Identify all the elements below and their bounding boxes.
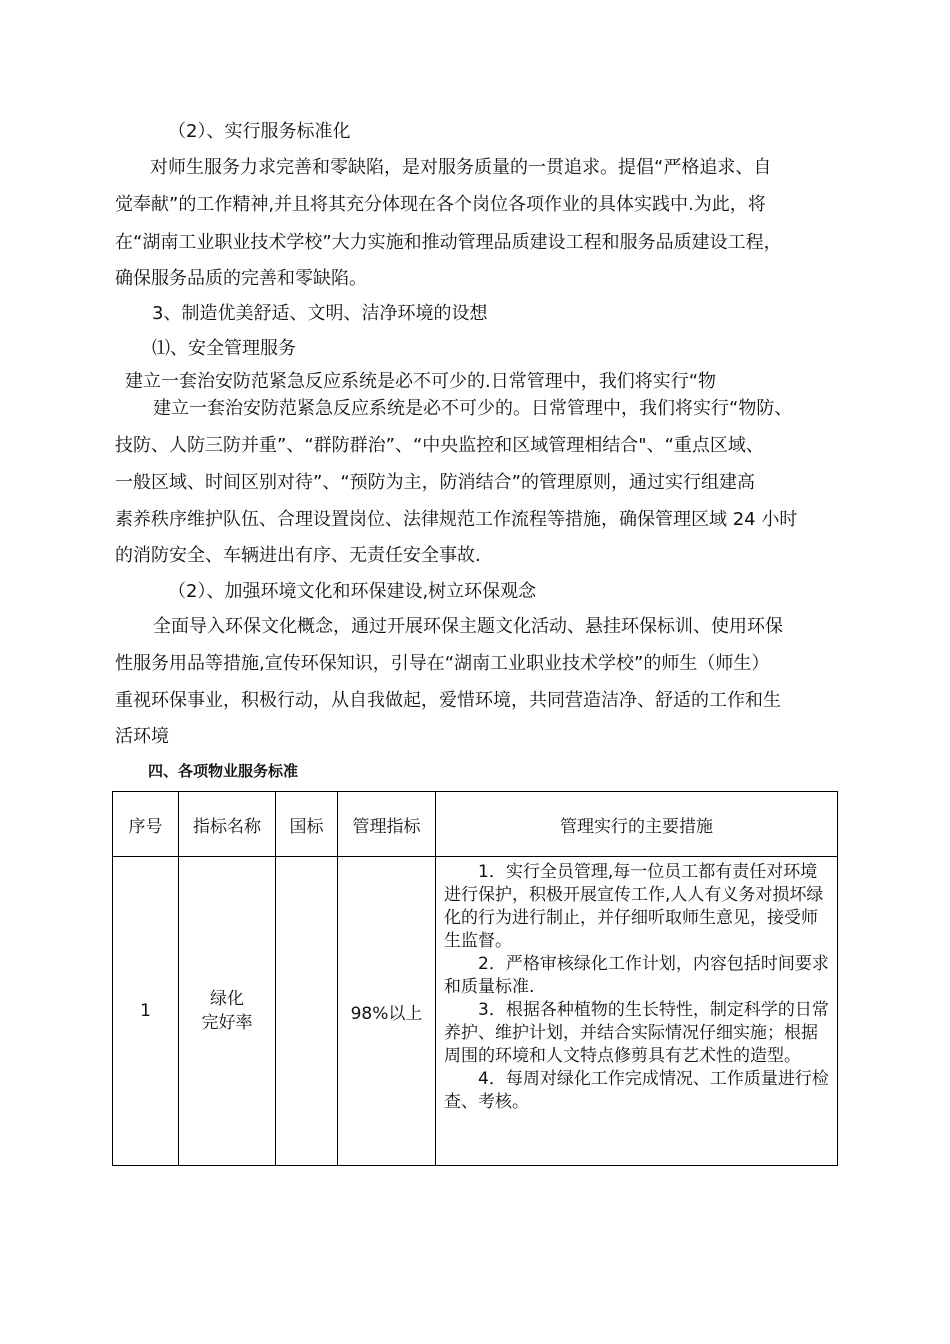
subsection-title-environmental-culture: （2）、加强环境文化和环保建设,树立环保观念 — [168, 581, 537, 602]
header-main-measures: 管理实行的主要措施 — [436, 792, 838, 857]
paragraph-line: 活环境 — [115, 726, 169, 747]
service-standards-table — [112, 791, 838, 1166]
paragraph-line: 性服务用品等措施,宣传环保知识，引导在“湖南工业职业技术学校”的师生（师生） — [115, 653, 770, 674]
paragraph-line: 技防、人防三防并重”、“群防群治”、“中央监控和区域管理相结合"、“重点区域、 — [115, 435, 764, 456]
cell-national-standard — [276, 857, 338, 1166]
paragraph-line: 重视环保事业，积极行动，从自我做起，爱惜环境，共同营造洁净、舒适的工作和生 — [115, 690, 781, 711]
table-header-row — [113, 792, 838, 857]
measure-item: 2．严格审核绿化工作计划，内容包括时间要求和质量标准. — [444, 954, 829, 997]
table-row — [113, 857, 838, 1166]
paragraph-line: 一般区域、时间区别对待”、“预防为主，防消结合”的管理原则，通过实行组建高 — [115, 472, 755, 493]
header-management-target: 管理指标 — [338, 792, 436, 857]
indicator-name-line: 完好率 — [201, 1013, 253, 1033]
indicator-name-line: 绿化 — [210, 989, 244, 1009]
paragraph-line: 确保服务品质的完善和零缺陷。 — [115, 268, 367, 289]
section-heading-service-standards: 四、各项物业服务标准 — [148, 762, 299, 780]
cell-management-target: 98%以上 — [338, 857, 436, 1166]
subsection-title-security: ⑴、安全管理服务 — [152, 338, 296, 359]
paragraph-line: 对师生服务力求完善和零缺陷，是对服务质量的一贯追求。提倡“严格追求、自 — [150, 157, 772, 178]
measure-item: 4．每周对绿化工作完成情况、工作质量进行检查、考核。 — [444, 1069, 829, 1112]
paragraph-fragment: 建立一套治安防范紧急反应系统是必不可少的.日常管理中，我们将实行“物 — [125, 371, 717, 392]
header-indicator-name: 指标名称 — [179, 792, 276, 857]
paragraph-line: 素养秩序维护队伍、合理设置岗位、法律规范工作流程等措施，确保管理区域 24 小时 — [115, 509, 798, 530]
paragraph-line: 觉奉献”的工作精神,并且将其充分体现在各个岗位各项作业的具体实践中.为此，将 — [115, 194, 766, 215]
measure-item: 3．根据各种植物的生长特性，制定科学的日常养护、维护计划，并结合实际情况仔细实施；根据周围的环境和人文特点修剪具有艺术性的造型。 — [444, 1000, 829, 1066]
subsection-title-service-standardization: （2）、实行服务标准化 — [168, 121, 351, 142]
paragraph-line: 建立一套治安防范紧急反应系统是必不可少的。日常管理中，我们将实行“物防、 — [153, 398, 793, 419]
cell-index: 1 — [113, 857, 179, 1166]
cell-main-measures — [436, 857, 838, 1166]
header-index: 序号 — [113, 792, 179, 857]
paragraph-line: 全面导入环保文化概念，通过开展环保主题文化活动、悬挂环保标训、使用环保 — [153, 616, 783, 637]
paragraph-line: 在“湖南工业职业技术学校”大力实施和推动管理品质建设工程和服务品质建设工程， — [115, 232, 782, 253]
cell-indicator-name — [179, 857, 276, 1166]
header-national-standard: 国标 — [276, 792, 338, 857]
section-title-environment: 3、制造优美舒适、文明、洁净环境的设想 — [152, 303, 488, 324]
measure-item: 1．实行全员管理,每一位员工都有责任对环境进行保护，积极开展宣传工作,人人有义务对损坏绿化的行为进行制止，并仔细听取师生意见，接受师生监督。 — [444, 862, 824, 951]
paragraph-line: 的消防安全、车辆进出有序、无责任安全事故. — [115, 545, 481, 566]
